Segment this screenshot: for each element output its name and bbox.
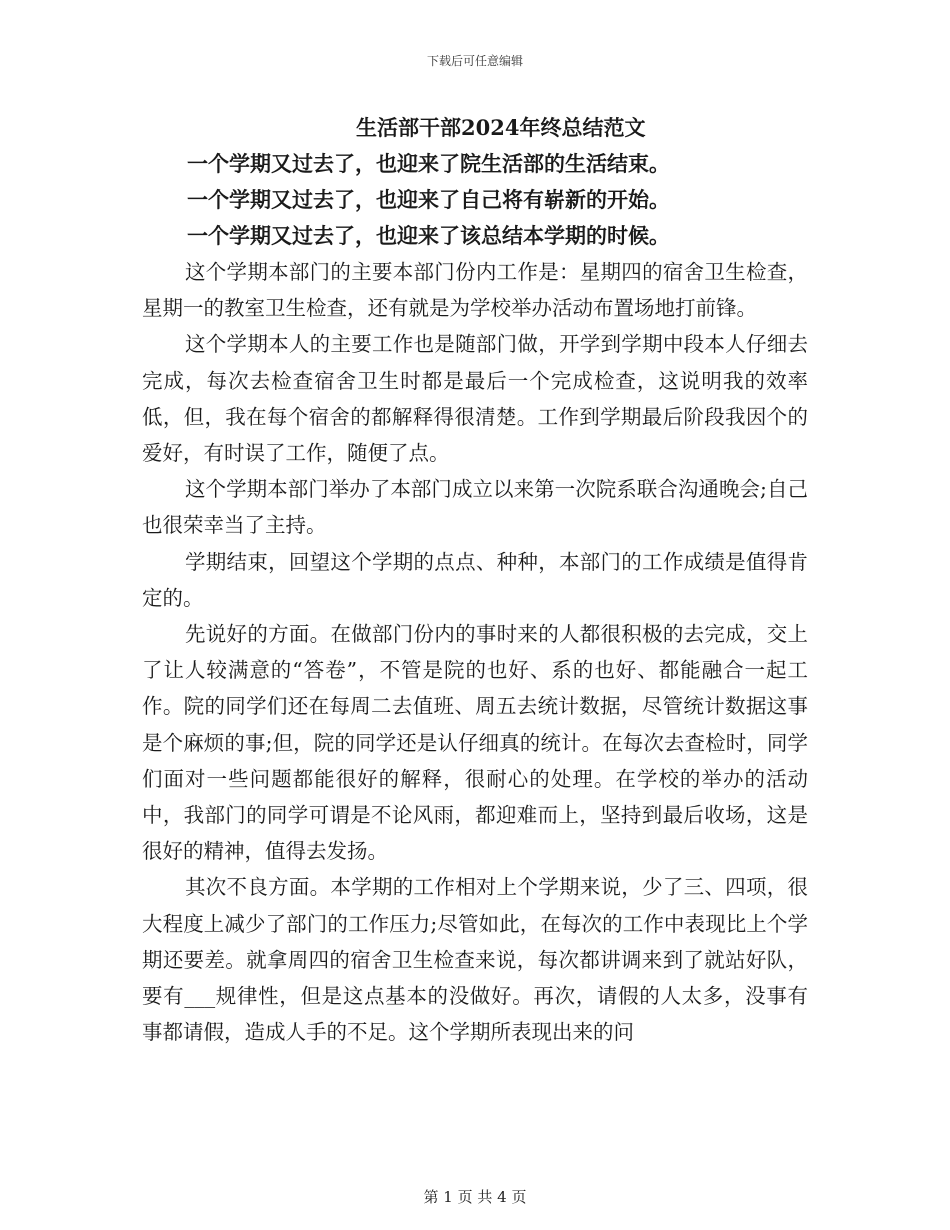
paragraph-semester-review: 学期结束，回望这个学期的点点、种种，本部门的工作成绩是值得肯定的。 <box>142 549 808 610</box>
paragraph-good-aspects: 先说好的方面。在做部门份内的事时来的人都很积极的去完成，交上了让人较满意的“答卷”，不管是院的也好、系的也好、都能融合一起工作。院的同学们还在每周二去值班、周五去统计数据，尽管统计数据这事是个麻烦的事;但，院的同学还是认仔细真的统计。在每次去查检时，同学们面对一些问题都能很好的解释，很耐心的处理。在学校的举办的活动中，我部门的同学可谓是不论风雨，都迎难而上，坚持到最后收场，这是很好的精神，值得去发扬。 <box>142 622 808 864</box>
bold-intro-line-3: 一个学期又过去了，也迎来了该总结本学期的时候。 <box>187 223 670 248</box>
page-number-footer: 第 1 页 共 4 页 <box>423 1188 527 1206</box>
bold-intro-line-1: 一个学期又过去了，也迎来了院生活部的生活结束。 <box>187 151 670 176</box>
bold-intro-line-2: 一个学期又过去了，也迎来了自己将有崭新的开始。 <box>187 187 670 212</box>
paragraph-bad-aspects: 其次不良方面。本学期的工作相对上个学期来说，少了三、四项，很大程度上减少了部门的工作压力;尽管如此，在每次的工作中表现比上个学期还要差。就拿周四的宿舍卫生检查来说，每次都讲调来到了就站好队，要有___规律性，但是这点基本的没做好。再次，请假的人太多，没事有事都请假，造成人手的不足。这个学期所表现出来的问 <box>142 875 808 1045</box>
document-body <box>142 110 808 1050</box>
page-header-note: 下载后可任意编辑 <box>426 54 523 68</box>
document-title: 生活部干部2024年终总结范文 <box>356 115 646 140</box>
paragraph-evening-event: 这个学期本部门举办了本部门成立以来第一次院系联合沟通晚会;自己也很荣幸当了主持。 <box>142 477 808 538</box>
paragraph-personal-work: 这个学期本人的主要工作也是随部门做，开学到学期中段本人仔细去完成，每次去检查宿舍卫生时都是最后一个完成检查，这说明我的效率低，但，我在每个宿舍的都解释得很清楚。工作到学期最后阶段我因个的爱好，有时误了工作，随便了点。 <box>142 332 808 466</box>
paragraph-duties: 这个学期本部门的主要本部门份内工作是：星期四的宿舍卫生检查，星期一的教室卫生检查，还有就是为学校举办活动布置场地打前锋。 <box>142 260 808 321</box>
